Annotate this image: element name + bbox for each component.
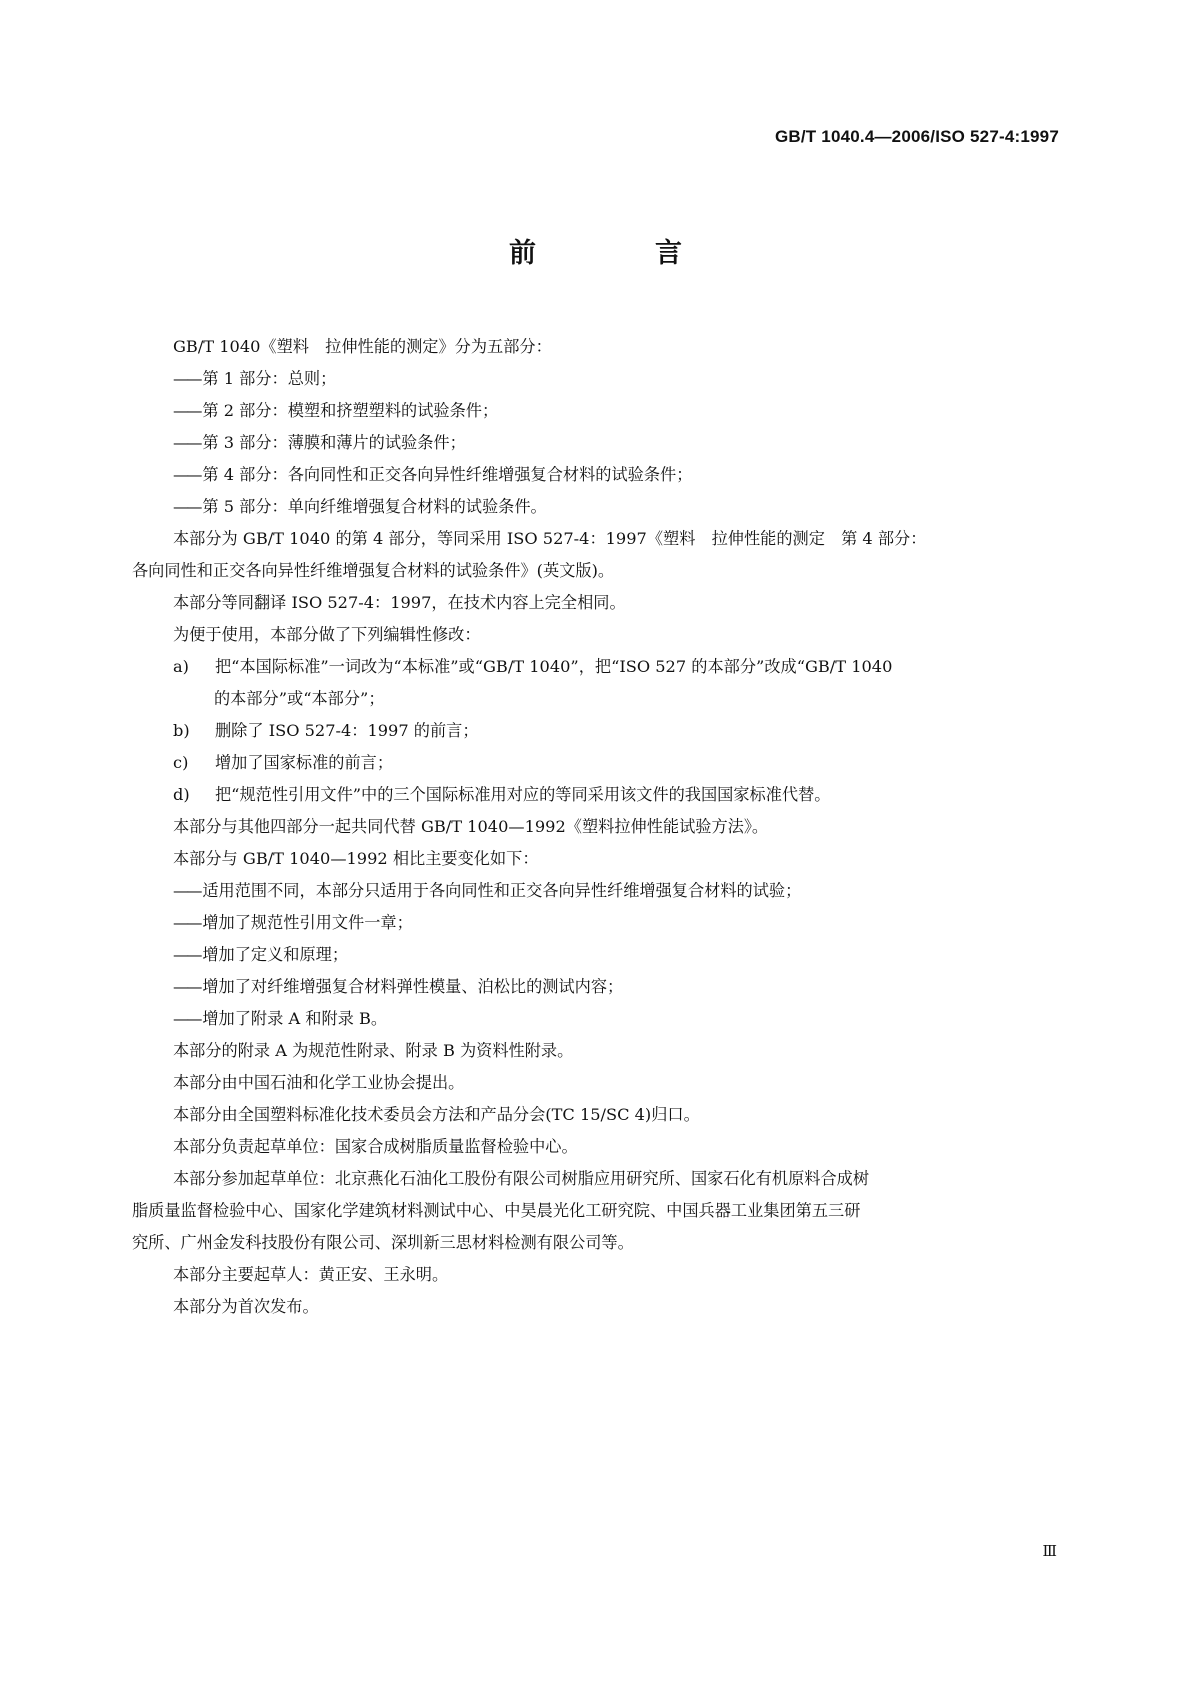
foreword-body [132, 331, 1062, 1323]
translation-paragraph: 本部分等同翻译 ISO 527-4：1997，在技术内容上完全相同。 [173, 593, 626, 612]
change-list-item [132, 1003, 1062, 1035]
participants-line-1: 本部分参加起草单位：北京燕化石油化工股份有限公司树脂应用研究所、国家石化有机原料合成树 [173, 1169, 870, 1188]
part-text: 第 1 部分：总则； [202, 369, 337, 388]
document-code: GB/T 1040.4—2006/ISO 527-4:1997 [774, 127, 1059, 146]
dash-marker: —— [173, 913, 200, 932]
participants-line-3: 究所、广州金发科技股份有限公司、深圳新三思材料检测有限公司等。 [132, 1233, 634, 1252]
dash-marker: —— [173, 465, 200, 484]
change-list-item [132, 939, 1062, 971]
centralized-paragraph: 本部分由全国塑料标准化技术委员会方法和产品分会(TC 15/SC 4)归口。 [173, 1105, 700, 1124]
change-text: 增加了附录 A 和附录 B。 [202, 1009, 388, 1028]
item-label: c) [173, 753, 189, 772]
edit-item-d [132, 779, 1062, 811]
change-text: 适用范围不同，本部分只适用于各向同性和正交各向异性纤维增强复合材料的试验； [202, 881, 802, 900]
item-text: 增加了国家标准的前言； [215, 753, 394, 772]
part-text: 第 2 部分：模塑和挤塑塑料的试验条件； [202, 401, 499, 420]
change-list-item [132, 907, 1062, 939]
part-text: 第 5 部分：单向纤维增强复合材料的试验条件。 [202, 497, 547, 516]
part-text: 第 3 部分：薄膜和薄片的试验条件； [202, 433, 466, 452]
annex-paragraph: 本部分的附录 A 为规范性附录、附录 B 为资料性附录。 [173, 1041, 574, 1060]
change-text: 增加了对纤维增强复合材料弹性模量、泊松比的测试内容； [202, 977, 624, 996]
dash-marker: —— [173, 945, 200, 964]
part-list-item [132, 427, 1062, 459]
dash-marker: —— [173, 977, 200, 996]
dash-marker: —— [173, 497, 200, 516]
responsible-drafter-paragraph: 本部分负责起草单位：国家合成树脂质量监督检验中心。 [173, 1137, 578, 1156]
dash-marker: —— [173, 401, 200, 420]
part-list-item [132, 459, 1062, 491]
equivalence-line-1: 本部分为 GB/T 1040 的第 4 部分，等同采用 ISO 527-4：1997《塑料 拉伸性能的测定 第 4 部分： [173, 529, 927, 548]
proposed-by-paragraph: 本部分由中国石油和化学工业协会提出。 [173, 1073, 465, 1092]
participants-line-2: 脂质量监督检验中心、国家化学建筑材料测试中心、中昊晨光化工研究院、中国兵器工业集团第五三研 [132, 1201, 861, 1220]
edits-intro: 为便于使用，本部分做了下列编辑性修改： [173, 625, 481, 644]
part-list-item [132, 363, 1062, 395]
item-label: a) [173, 657, 189, 676]
edit-item-a [132, 651, 1062, 683]
dash-marker: —— [173, 1009, 200, 1028]
item-text: 把“本国际标准”一词改为“本标准”或“GB/T 1040”，把“ISO 527 的本部分”改成“GB/T 1040 [215, 657, 893, 676]
change-list-item [132, 875, 1062, 907]
replaces-paragraph: 本部分与其他四部分一起共同代替 GB/T 1040—1992《塑料拉伸性能试验方法》。 [173, 817, 769, 836]
item-text: 删除了 ISO 527-4：1997 的前言； [215, 721, 479, 740]
first-release-paragraph: 本部分为首次发布。 [173, 1297, 319, 1316]
item-label: d) [173, 785, 190, 804]
dash-marker: —— [173, 881, 200, 900]
changes-intro: 本部分与 GB/T 1040—1992 相比主要变化如下： [173, 849, 539, 868]
part-list-item [132, 491, 1062, 523]
drafters-paragraph: 本部分主要起草人：黄正安、王永明。 [173, 1265, 449, 1284]
change-list-item [132, 971, 1062, 1003]
page-title: 前 言 [509, 238, 728, 269]
equivalence-line-2: 各向同性和正交各向异性纤维增强复合材料的试验条件》(英文版)。 [132, 561, 615, 580]
dash-marker: —— [173, 369, 200, 388]
intro-paragraph: GB/T 1040《塑料 拉伸性能的测定》分为五部分： [173, 337, 552, 356]
edit-item-a-continued: 的本部分”或“本部分”； [214, 689, 385, 708]
edit-item-c [132, 747, 1062, 779]
part-text: 第 4 部分：各向同性和正交各向异性纤维增强复合材料的试验条件； [202, 465, 693, 484]
part-list-item [132, 395, 1062, 427]
change-text: 增加了定义和原理； [202, 945, 349, 964]
page-number: Ⅲ [1042, 1542, 1057, 1560]
edit-item-b [132, 715, 1062, 747]
item-text: 把“规范性引用文件”中的三个国际标准用对应的等同采用该文件的我国国家标准代替。 [215, 785, 831, 804]
item-label: b) [173, 721, 190, 740]
change-text: 增加了规范性引用文件一章； [202, 913, 413, 932]
dash-marker: —— [173, 433, 200, 452]
